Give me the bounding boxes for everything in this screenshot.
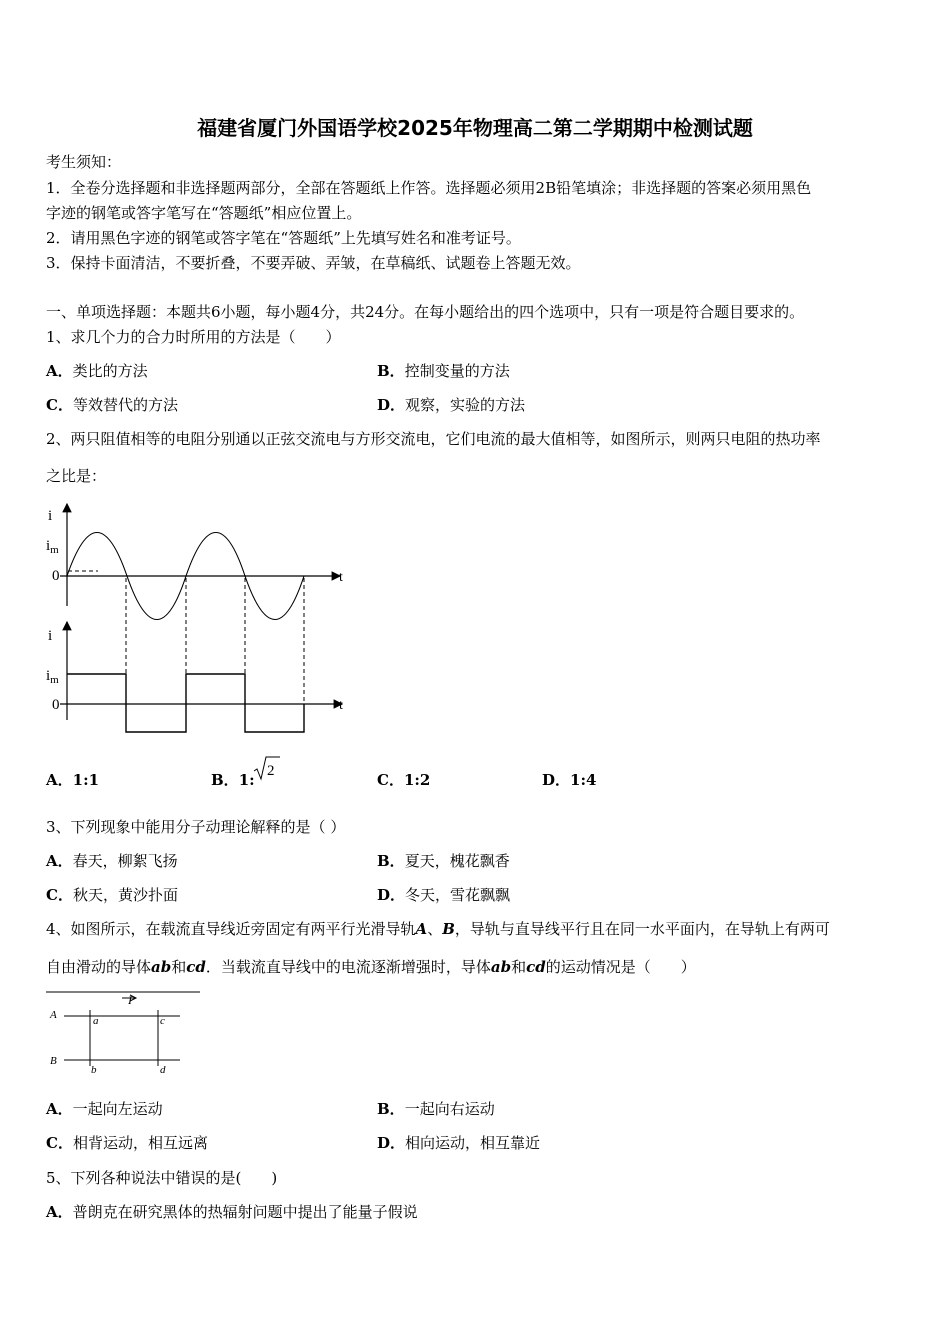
notice-line-2: 2．请用黑色字迹的钢笔或答字笔在“答题纸”上先填写姓名和准考证号。 — [46, 229, 521, 247]
q4-rails-diagram — [44, 986, 204, 1078]
rail-label-b: B — [50, 1055, 57, 1067]
q3-option-a: A．春天，柳絮飞扬 — [46, 852, 178, 870]
q1-option-c: C．等效替代的方法 — [46, 396, 178, 414]
q3-option-b: B．夏天，槐花飘香 — [377, 852, 510, 870]
q3-option-d: D．冬天，雪花飘飘 — [377, 886, 511, 904]
q2-stem-line-1: 2、两只阻值相等的电阻分别通以正弦交流电与方形交流电，它们电流的最大值相等，如图所示，则两只电阻的热功率 — [46, 430, 821, 448]
square-wave — [67, 674, 304, 732]
q4-stem-line-2: 自由滑动的导体ab和cd．当载流直导线中的电流逐渐增强时，导体ab和cd的运动情况是（ ） — [46, 958, 696, 976]
q2-option-b: B．1: — [211, 771, 255, 789]
q3-stem: 3、下列现象中能用分子动理论解释的是（ ） — [46, 818, 346, 836]
rod-label-c: c — [160, 1015, 165, 1027]
q4-option-a: A．一起向左运动 — [46, 1100, 163, 1118]
rail-label-a: A — [50, 1009, 57, 1021]
q5-option-a: A．普朗克在研究黑体的热辐射问题中提出了能量子假说 — [46, 1203, 418, 1221]
square-zero-label: 0 — [52, 697, 60, 713]
q3-option-c: C．秋天，黄沙扑面 — [46, 886, 178, 904]
rod-label-d: d — [160, 1064, 166, 1076]
q1-stem: 1、求几个力的合力时所用的方法是（ ） — [46, 328, 341, 346]
notice-heading: 考生须知： — [46, 153, 122, 171]
rod-label-b: b — [91, 1064, 97, 1076]
q4-stem-line-1: 4、如图所示，在载流直导线近旁固定有两平行光滑导轨A、B，导轨与直导线平行且在同一水平面内，在导轨上有两可 — [46, 920, 830, 938]
notice-line-1a: 1．全卷分选择题和非选择题两部分，全部在答题纸上作答。选择题必须用2B铅笔填涂；非选择题的答案必须用黑色 — [46, 179, 812, 197]
q4-option-b: B．一起向右运动 — [377, 1100, 495, 1118]
q4-option-c: C．相背运动，相互远离 — [46, 1134, 208, 1152]
sine-t-label: t — [339, 570, 343, 585]
q5-stem: 5、下列各种说法中错误的是( ) — [46, 1169, 278, 1187]
notice-line-1b: 字迹的钢笔或答字笔写在“答题纸”相应位置上。 — [46, 204, 362, 222]
q2-stem-line-2: 之比是： — [46, 467, 107, 485]
q4-option-d: D．相向运动，相互靠近 — [377, 1134, 541, 1152]
sqrt-symbol — [252, 754, 282, 782]
q2-current-graphs — [40, 498, 360, 743]
square-t-label: t — [339, 698, 343, 713]
q1-option-a: A．类比的方法 — [46, 362, 148, 380]
current-label: I — [128, 993, 132, 1007]
rod-label-a: a — [93, 1015, 99, 1027]
notice-line-3: 3．保持卡面清洁，不要折叠，不要弄破、弄皱，在草稿纸、试题卷上答题无效。 — [46, 254, 581, 272]
page-title: 福建省厦门外国语学校2025年物理高二第二学期期中检测试题 — [197, 116, 753, 140]
section-heading: 一、单项选择题：本题共6小题，每小题4分，共24分。在每小题给出的四个选项中，只有一项是符合题目要求的。 — [46, 303, 805, 321]
sqrt-value: 2 — [267, 763, 275, 779]
q1-option-d: D．观察，实验的方法 — [377, 396, 526, 414]
q2-option-c: C．1:2 — [377, 771, 431, 789]
square-im-label: $i_m$ — [46, 668, 59, 686]
q2-option-d: D．1:4 — [542, 771, 597, 789]
square-i-label: i — [48, 628, 53, 644]
sine-i-label: i — [48, 508, 53, 524]
q1-option-b: B．控制变量的方法 — [377, 362, 510, 380]
q2-option-a: A．1:1 — [46, 771, 100, 789]
sine-im-label: $i_m$ — [46, 538, 59, 556]
sine-zero-label: 0 — [52, 568, 60, 584]
